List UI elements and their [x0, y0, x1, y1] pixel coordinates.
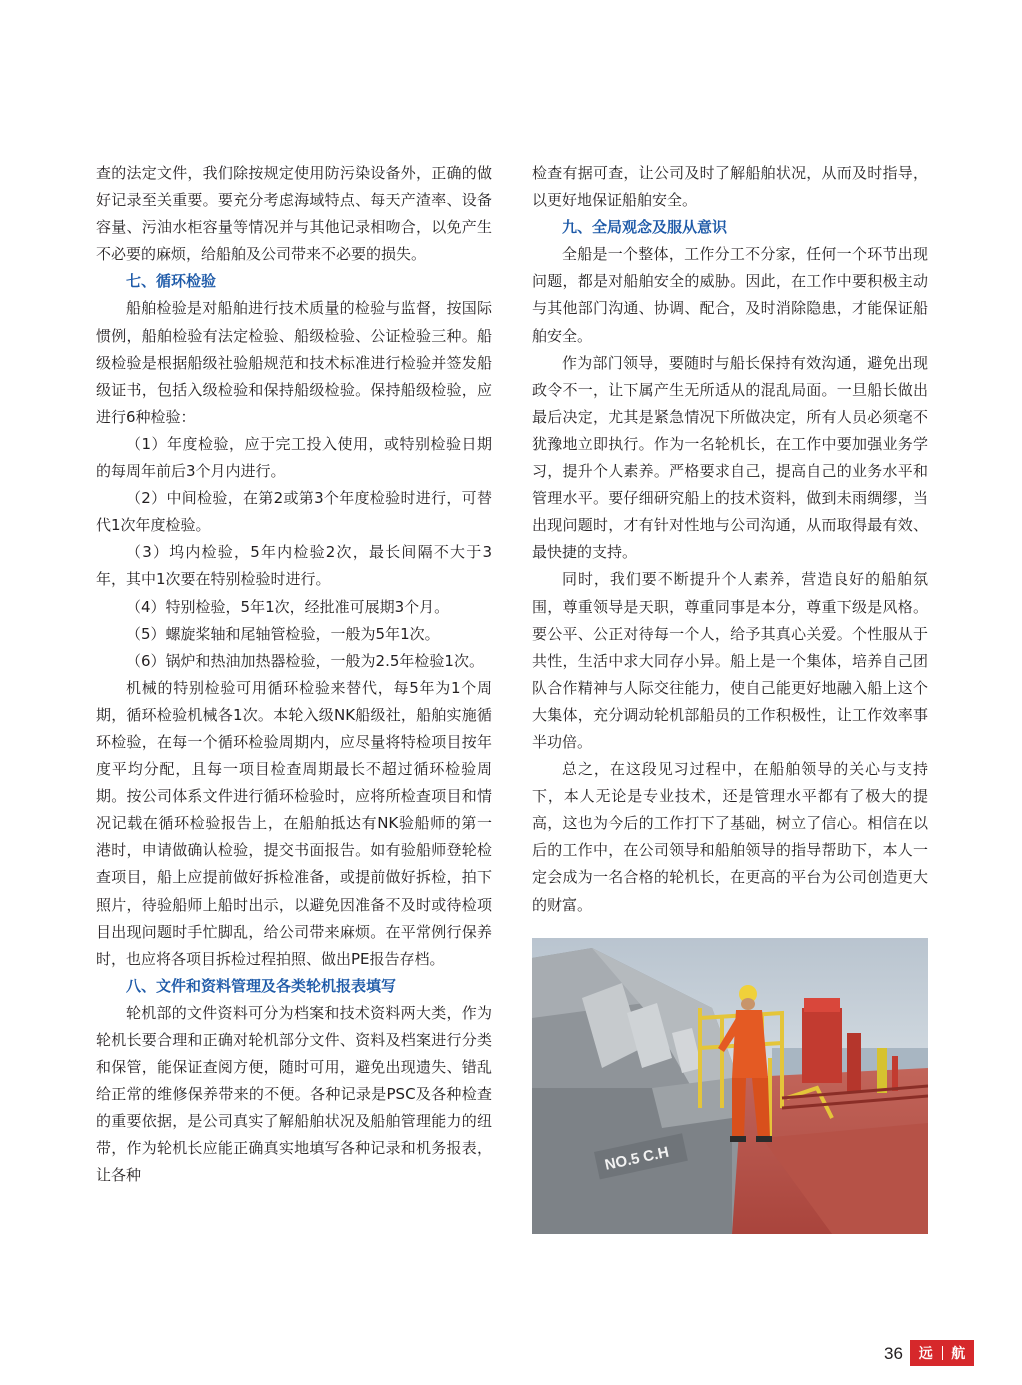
magazine-logo [910, 1340, 974, 1366]
paragraph: 全船是一个整体，工作分工不分家，任何一个环节出现问题，都是对船舶安全的威胁。因此，在工作中要积极主动与其他部门沟通、协调、配合，及时消除隐患，才能保证船舶安全。 [532, 245, 928, 345]
deck-photo [532, 938, 928, 1234]
paragraph: 轮机部的文件资料可分为档案和技术资料两大类，作为轮机长要合理和正确对轮机部分文件、资料及档案进行分类和保管，能保证查阅方便，随时可用，避免出现遗失、错乱给正常的维修保养带来的不便。各种记录是PSC及各种检查的重要依据，是公司真实了解船舶状况及船舶管理能力的纽带，作为轮机长应能正确真实地填写各种记录和机务报表，让各种 [96, 1003, 492, 1185]
hatch-label: NO.5 C.H [603, 1143, 671, 1174]
section-heading-7: 七、循环检验 [126, 272, 217, 291]
paragraph: 总之，在这段见习过程中，在船舶领导的关心与支持下，本人无论是专业技术，还是管理水平都有了极大的提高，这也为今后的工作打下了基础，树立了信心。相信在以后的工作中，在公司领导和船舶领导的指导帮助下，本人一定会成为一名合格的轮机长，在更高的平台为公司创造更大的财富。 [532, 760, 928, 914]
page-number: 36 [884, 1344, 903, 1363]
paragraph: 检查有据可查，让公司及时了解船舶状况，从而及时指导，以更好地保证船舶安全。 [532, 164, 928, 210]
logo-char: 航 [951, 1346, 966, 1362]
paragraph: 查的法定文件，我们除按规定使用防污染设备外，正确的做好记录至关重要。要充分考虑海域特点、每天产渣率、设备容量、污油水柜容量等情况并与其他记录相吻合，以免产生不必要的麻烦，给船舶及公司带来不必要的损失。 [96, 164, 492, 264]
logo-char: 远 [918, 1346, 933, 1362]
paragraph: 机械的特别检验可用循环检验来替代，每5年为1个周期，循环检验机械各1次。本轮入级NK船级社，船舶实施循环检验，在每一个循环检验周期内，应尽量将特检项目按年度平均分配，且每一项目检查周期最长不超过循环检验周期。按公司体系文件进行循环检验时，应将所检查项目和情况记载在循环检验报告上，在船舶抵达有NK验船师的第一港时，申请做确认检验，提交书面报告。如有验船师登轮检查项目，船上应提前做好拆检准备，或提前做好拆检，拍下照片，待验船师上船时出示，以避免因准备不及时或待检项目出现问题时手忙脚乱，给公司带来麻烦。在平常例行保养时，也应将各项目拆检过程拍照、做出PE报告存档。 [96, 678, 492, 968]
logo-divider [942, 1346, 943, 1360]
left-column [96, 160, 492, 1190]
list-item: （2）中间检验，在第2或第3个年度检验时进行，可替代1次年度检验。 [96, 489, 492, 535]
paragraph: 同时，我们要不断提升个人素养，营造良好的船舶氛围，尊重领导是天职，尊重同事是本分，尊重下级是风格。要公平、公正对待每一个人，给予其真心关爱。个性服从于共性，生活中求大同存小异。船上是一个集体，培养自己团队合作精神与人际交往能力，使自己能更好地融入船上这个大集体，充分调动轮机部船员的工作积极性，让工作效率事半功倍。 [532, 570, 928, 751]
list-item: （4）特别检验，5年1次，经批准可展期3个月。 [126, 597, 450, 616]
list-item: （1）年度检验，应于完工投入使用，或特别检验日期的每周年前后3个月内进行。 [96, 434, 492, 481]
list-item: （5）螺旋桨轴和尾轴管检验，一般为5年1次。 [126, 624, 440, 643]
paragraph: 作为部门领导，要随时与船长保持有效沟通，避免出现政令不一，让下属产生无所适从的混乱局面。一旦船长做出最后决定，尤其是紧急情况下所做决定，所有人员必须毫不犹豫地立即执行。作为一名轮机长，在工作中要加强业务学习，提升个人素养。严格要求自己，提高自己的业务水平和管理水平。要仔细研究船上的技术资料，做到未雨绸缪，当出现问题时，才有针对性地与公司沟通，从而取得最有效、最快捷的支持。 [532, 353, 928, 562]
list-item: （3）坞内检验，5年内检验2次，最长间隔不大于3年，其中1次要在特别检验时进行。 [96, 543, 492, 589]
list-item: （6）锅炉和热油加热器检验，一般为2.5年检验1次。 [126, 651, 484, 670]
section-heading-9: 九、全局观念及服从意识 [562, 218, 728, 237]
section-heading-8: 八、文件和资料管理及各类轮机报表填写 [126, 976, 397, 995]
paragraph: 船舶检验是对船舶进行技术质量的检验与监督，按国际惯例，船舶检验有法定检验、船级检验、公证检验三种。船级检验是根据船级社验船规范和技术标准进行检验并签发船级证书，包括入级检验和保持船级检验。保持船级检验，应进行6种检验： [96, 299, 492, 426]
right-column [532, 160, 928, 919]
